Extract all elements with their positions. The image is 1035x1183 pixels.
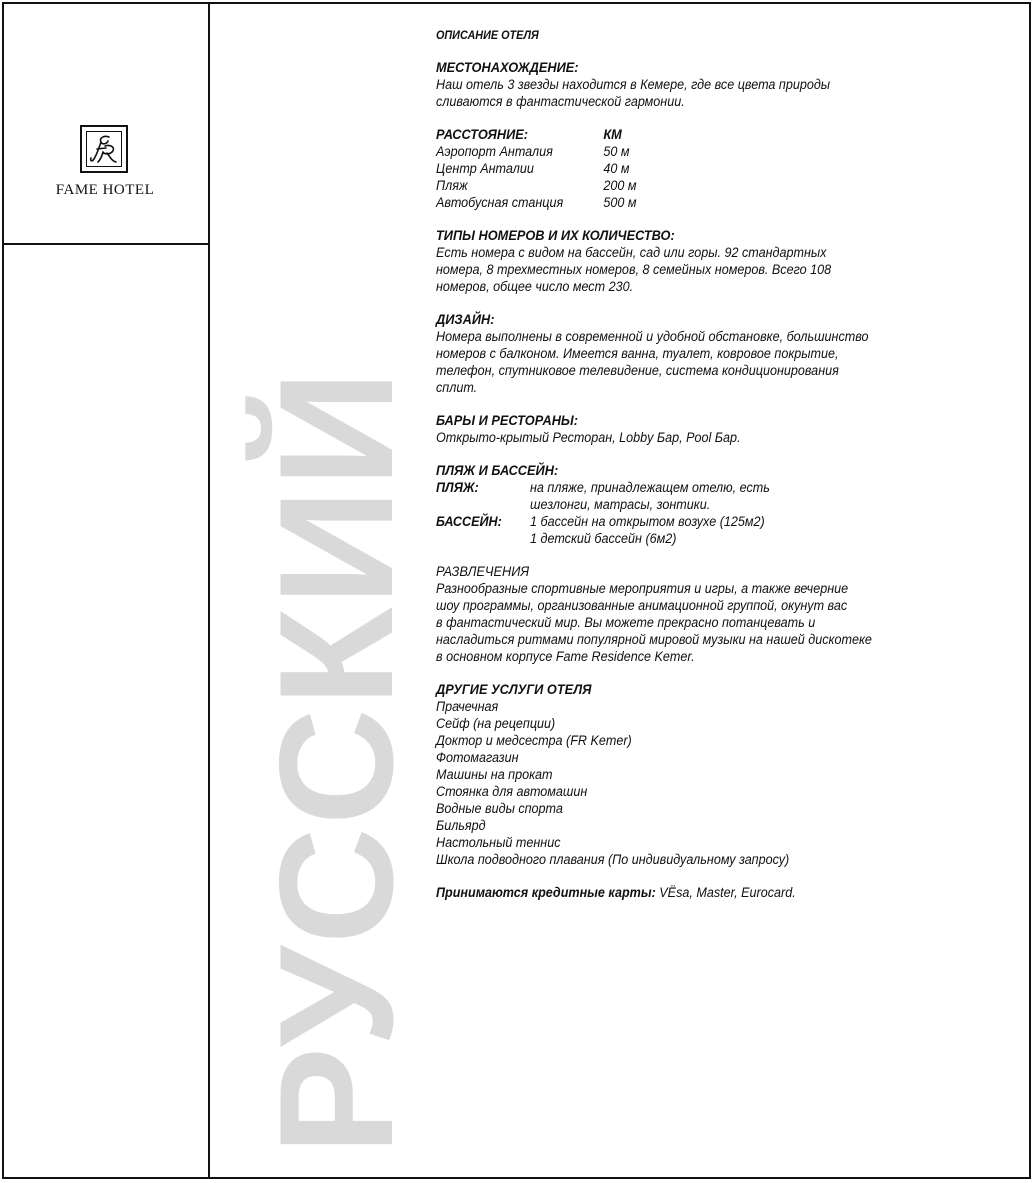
credit-cards-value: VЁsa, Master, Eurocard. [655,885,796,900]
section-design [436,311,878,396]
list-item: Водные виды спорта [436,801,563,816]
section-bars [436,412,878,446]
language-label: РУССКИЙ [246,368,427,1155]
section-beach-pool [436,462,878,547]
hotel-description [436,28,878,901]
section-services [436,681,878,868]
text-line: шоу программы, организованные анимационной группой, окунут вас [436,598,848,613]
logo-divider [2,243,210,245]
credit-cards [436,884,878,901]
distance-row: Центр Анталии 40 м [436,161,630,176]
section-heading: ТИПЫ НОМЕРОВ И ИХ КОЛИЧЕСТВО: [436,228,675,243]
text-line: в основном корпусе Fame Residence Kemer. [436,649,695,664]
section-distance [436,126,878,211]
distance-row: Пляж 200 м [436,178,637,193]
text-line: номеров с балконом. Имеется ванна, туалет, ковровое покрытие, [436,346,839,361]
text-line: насладиться ритмами популярной мировой музыки на нашей дискотеке [436,632,872,647]
text-line: сливаются в фантастической гармонии. [436,94,685,109]
logo-panel [2,2,208,243]
section-heading: ДИЗАЙН: [436,312,495,327]
section-heading: РАЗВЛЕЧЕНИЯ [436,564,530,579]
text-line: Номера выполнены в современной и удобной обстановке, большинство [436,329,869,344]
text-line: Разнообразные спортивные мероприятия и игры, а также вечерние [436,581,849,596]
text-line: Открыто-крытый Ресторан, Lobby Бар, Pool Бар. [436,430,741,445]
section-heading: ДРУГИЕ УСЛУГИ ОТЕЛЯ [436,682,592,697]
hotel-name: FAME HOTEL [55,182,155,198]
text-line: в фантастический мир. Вы можете прекрасно потанцевать и [436,615,816,630]
text-line: телефон, спутниковое телевидение, система кондиционирования [436,363,839,378]
list-item: Доктор и медсестра (FR Kemer) [436,733,632,748]
section-entertainment [436,563,878,665]
text-line: сплит. [436,380,478,395]
section-heading: ПЛЯЖ И БАССЕЙН: [436,463,559,478]
list-item: Настольный теннис [436,835,561,850]
text-line: номеров, общее число мест 230. [436,279,634,294]
list-item: Машины на прокат [436,767,553,782]
list-item: Школа подводного плавания (По индивидуальному запросу) [436,852,790,867]
section-heading: МЕСТОНАХОЖДЕНИЕ: [436,60,579,75]
section-rooms [436,227,878,295]
credit-cards-label: Принимаются кредитные карты: [436,885,656,900]
unit-heading: КМ [603,127,622,142]
list-item: Бильярд [436,818,486,833]
list-item: Фотомагазин [436,750,519,765]
text-line: Есть номера с видом на бассейн, сад или горы. 92 стандартных [436,245,827,260]
section-location [436,59,878,110]
beach-row: ПЛЯЖ: на пляже, принадлежащем отелю, есть шезлонги, матрасы, зонтики. [436,480,770,512]
section-heading: БАРЫ И РЕСТОРАНЫ: [436,413,578,428]
text-line: номера, 8 трехместных номеров, 8 семейных номеров. Всего 108 [436,262,832,277]
document-title: ОПИСАНИЕ ОТЕЛЯ [436,30,539,42]
list-item: Сейф (на рецепции) [436,716,556,731]
text-line: Наш отель 3 звезды находится в Кемере, где все цвета природы [436,77,831,92]
section-heading: РАССТОЯНИЕ: [436,127,529,142]
hotel-monogram-icon [80,125,128,173]
pool-row: БАССЕЙН: 1 бассейн на открытом возухе (125м2) 1 детский бассейн (6м2) [436,514,765,546]
distance-row: Автобусная станция 500 м [436,195,637,210]
list-item: Стоянка для автомашин [436,784,588,799]
column-divider [208,2,210,1179]
list-item: Прачечная [436,699,499,714]
distance-row: Аэропорт Анталия 50 м [436,144,630,159]
